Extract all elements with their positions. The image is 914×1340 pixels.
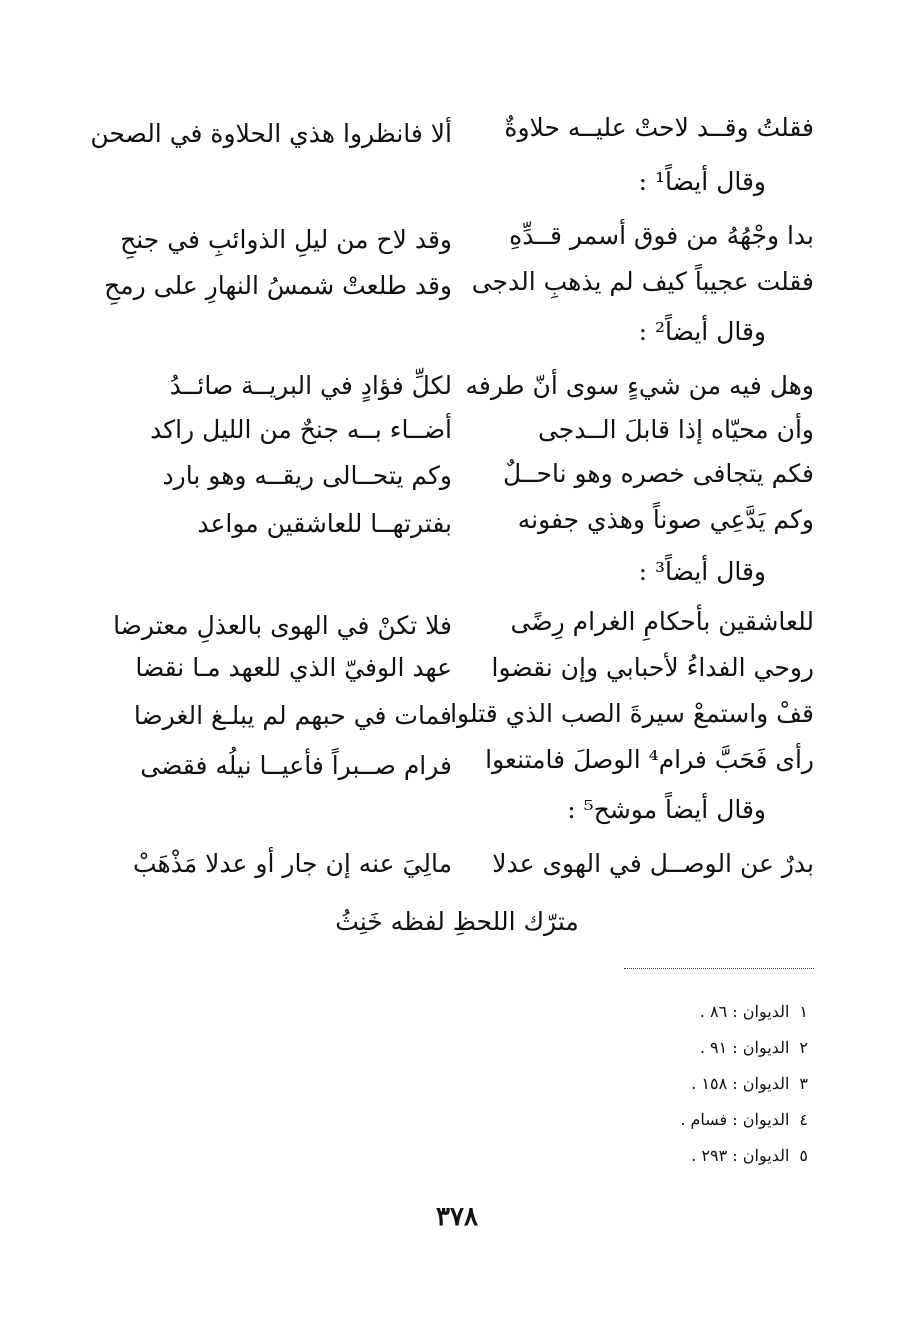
- verse-4-second-hemistich: لكلِّ فؤادٍ في البريــة صائــدُ: [169, 371, 452, 400]
- verse-10-first-hemistich: قفْ واستمعْ سيرةَ الصب الذي قتلوا: [450, 699, 814, 728]
- footnote-number: ٥: [799, 1146, 808, 1165]
- footnote-number: ٢: [799, 1038, 808, 1057]
- verse-2-second-hemistich: وقد لاح من ليلِ الذوائبِ في جنحِ: [120, 225, 452, 254]
- verse-7-second-hemistich: بفترتهــا للعاشقين مواعد: [197, 509, 452, 538]
- verse-12-second-hemistich: مالِيَ عنه إن جار أو عدلا مَذْهَبْ: [132, 849, 452, 878]
- poem-intro-2: وقال أيضاً² :: [638, 317, 766, 346]
- verse-3-second-hemistich: وقد طلعتْ شمسُ النهارِ على رمحِ: [104, 271, 452, 300]
- verse-6-first-hemistich: فكم يتجافى خصره وهو ناحــلٌ: [502, 459, 814, 488]
- footnote-1: [700, 1000, 808, 1024]
- footnote-text: الديوان : فسام .: [680, 1110, 790, 1129]
- footnote-text: الديوان : ٩١ .: [699, 1038, 790, 1057]
- footnote-number: ٣: [799, 1074, 808, 1093]
- poem-intro-1: وقال أيضاً¹ :: [638, 167, 766, 196]
- verse-1-second-hemistich: ألا فانظروا هذي الحلاوة في الصحن: [90, 119, 452, 148]
- footnote-text: الديوان : ١٥٨ .: [691, 1074, 790, 1093]
- footnote-text: الديوان : ٢٩٣ .: [691, 1146, 790, 1165]
- footnote-number: ٤: [799, 1110, 808, 1129]
- verse-8-first-hemistich: للعاشقين بأحكامِ الغرام رِضًى: [510, 607, 814, 636]
- poem-intro-4: وقال أيضاً موشح⁵ :: [567, 795, 766, 824]
- footnote-2: [700, 1036, 808, 1060]
- verse-2-first-hemistich: بدا وجْهُهُ من فوق أسمر قــدِّهِ: [509, 221, 814, 250]
- verse-4-first-hemistich: وهل فيه من شيءٍ سوى أنّ طرفه: [465, 371, 814, 400]
- verse-11-second-hemistich: فرام صــبراً فأعيــا نيلُه فقضى: [140, 751, 452, 780]
- verse-8-second-hemistich: فلا تكنْ في الهوى بالعذلِ معترضا: [113, 611, 452, 640]
- footnote-number: ١: [799, 1002, 808, 1021]
- verse-11-first-hemistich: رأى فَحَبَّ فرام⁴ الوصلَ فامتنعوا: [485, 745, 814, 774]
- footnote-4: [680, 1108, 808, 1132]
- verse-10-second-hemistich: فمات في حبهم لم يبلـغ الغرضا: [133, 701, 452, 730]
- footnote-5: [691, 1144, 808, 1168]
- page-number: ٣٧٨: [436, 1202, 478, 1232]
- muwashshah-tail-line: مترّك اللحظِ لفظه خَنِثُ: [335, 907, 579, 936]
- poem-intro-3: وقال أيضاً³ :: [638, 557, 766, 586]
- verse-1-first-hemistich: فقلتُ وقــد لاحتْ عليــه حلاوةٌ: [504, 113, 814, 142]
- verse-6-second-hemistich: وكم يتحــالى ريقــه وهو بارد: [162, 461, 452, 490]
- verse-5-second-hemistich: أضــاء بــه جنحٌ من الليل راكد: [150, 415, 452, 444]
- verse-9-second-hemistich: عهد الوفيّ الذي للعهد مـا نقضا: [135, 653, 452, 682]
- verse-5-first-hemistich: وأن محيّاه إذا قابلَ الــدجى: [537, 415, 814, 444]
- footnote-3: [691, 1072, 808, 1096]
- footnote-separator: [624, 968, 814, 969]
- verse-3-first-hemistich: فقلت عجيباً كيف لم يذهبِ الدجى: [471, 267, 814, 296]
- verse-12-first-hemistich: بدرٌ عن الوصــل في الهوى عدلا: [492, 849, 814, 878]
- verse-7-first-hemistich: وكم يَدَّعِي صوناً وهذي جفونه: [517, 505, 814, 534]
- verse-9-first-hemistich: روحي الفداءُ لأحبابي وإن نقضوا: [491, 653, 814, 682]
- footnote-text: الديوان : ٨٦ .: [699, 1002, 790, 1021]
